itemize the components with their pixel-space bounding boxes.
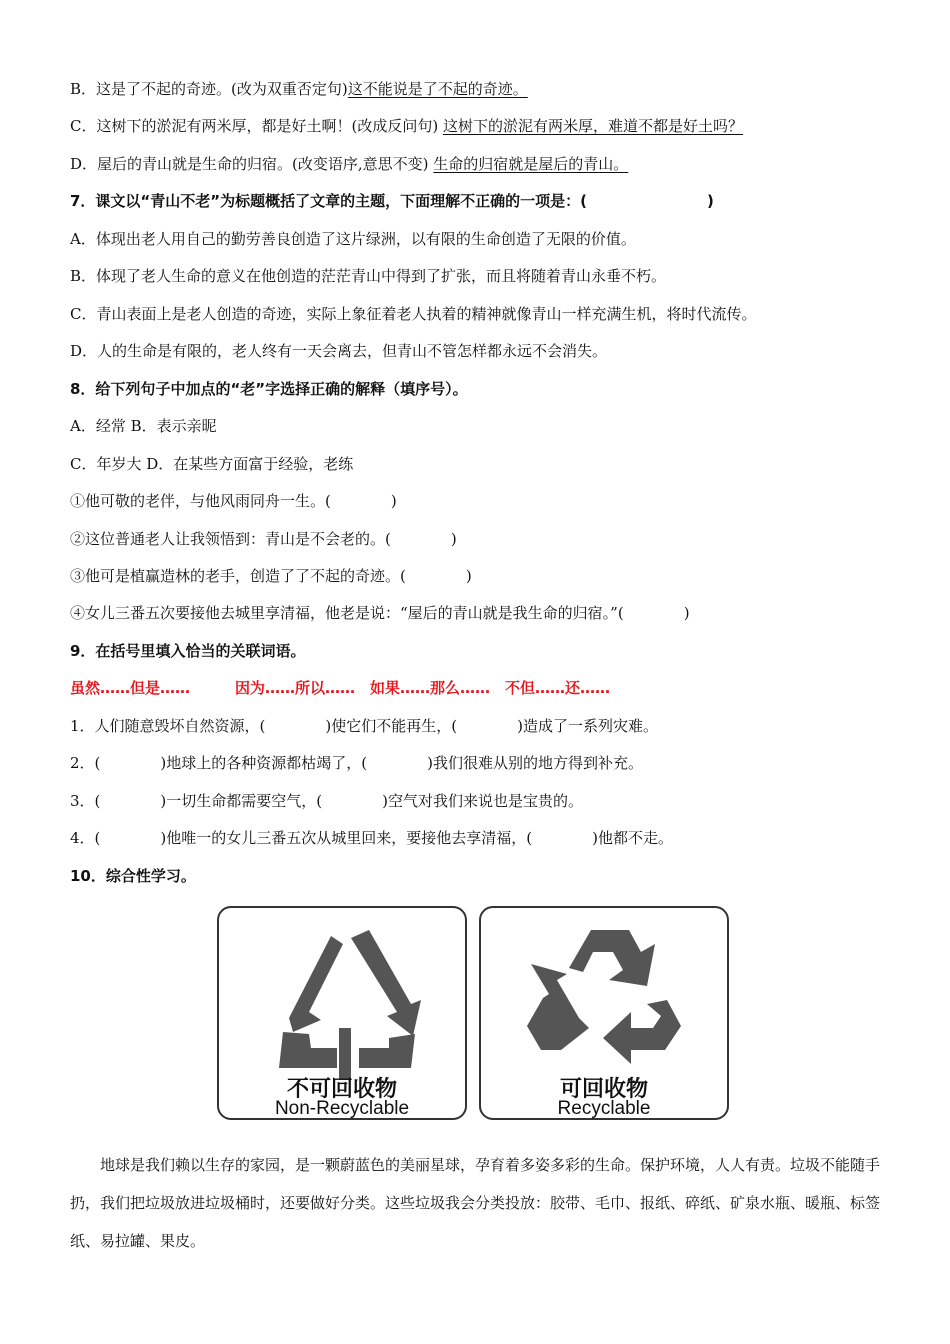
q6-d-text: D．屋后的青山就是生命的归宿。(改变语序,意思不变)	[70, 155, 434, 173]
non-recyclable-sign	[217, 906, 467, 1120]
q6-c-answer: 这树下的淤泥有两米厚，难道不都是好土吗？	[442, 117, 743, 135]
q9-word-bank: 虽然……但是…… 因为……所以…… 如果……那么…… 不但……还……	[70, 679, 611, 697]
q9-sentence-4: 4．( )他唯一的女儿三番五次从城里回来，要接他去享清福，( )他都不走。	[70, 829, 673, 847]
q6-option-d	[70, 154, 628, 174]
q6-b-answer: 这不能说是了不起的奇迹。	[347, 80, 528, 98]
q6-option-c	[70, 116, 743, 136]
non-recyclable-cn-label: 不可回收物	[286, 1077, 397, 1102]
q8-options-cd: C．年岁大 D．在某些方面富于经验，老练	[70, 455, 354, 473]
q9-sentence-1: 1．人们随意毁坏自然资源，( )使它们不能再生，( )造成了一系列灾难。	[70, 717, 658, 735]
recyclable-en-label: Recyclable	[557, 1098, 651, 1119]
recyclable-sign	[479, 906, 729, 1120]
q10-paragraph-text: 地球是我们赖以生存的家园，是一颗蔚蓝色的美丽星球，孕育着多姿多彩的生命。保护环境，人人有责。垃圾不能随手扔，我们把垃圾放进垃圾桶时，还要做好分类。这些垃圾我会分类投放：胶带、毛巾、报纸、碎纸、矿泉水瓶、暖瓶、标签纸、易拉罐、果皮。	[70, 1156, 881, 1250]
q7-option-a: A．体现出老人用自己的勤劳善良创造了这片绿洲，以有限的生命创造了无限的价值。	[70, 230, 636, 248]
q9-sentence-2: 2．( )地球上的各种资源都枯竭了，( )我们很难从别的地方得到补充。	[70, 754, 643, 772]
q6-option-b	[70, 79, 528, 99]
q7-option-d: D．人的生命是有限的，老人终有一天会离去，但青山不管怎样都永远不会消失。	[70, 342, 608, 360]
recyclable-cn-label: 可回收物	[559, 1077, 648, 1102]
q7-option-b: B．体现了老人生命的意义在他创造的茫茫青山中得到了扩张，而且将随着青山永垂不朽。	[70, 267, 667, 285]
q10-paragraph	[70, 1146, 888, 1260]
q8-sentence-3: ③他可是植赢造林的老手，创造了了不起的奇迹。( )	[70, 567, 472, 585]
q6-b-text: B．这是了不起的奇迹。(改为双重否定句)	[70, 80, 348, 98]
q10-title: 10．综合性学习。	[70, 867, 196, 885]
q8-sentence-1: ①他可敬的老伴，与他风雨同舟一生。( )	[70, 492, 397, 510]
q8-options-ab: A．经常 B．表示亲昵	[70, 417, 217, 435]
q9-sentence-3: 3．( )一切生命都需要空气，( )空气对我们来说也是宝贵的。	[70, 792, 583, 810]
q7-option-c: C．青山表面上是老人创造的奇迹，实际上象征着老人执着的精神就像青山一样充满生机，将时代流传。	[70, 305, 757, 323]
q6-d-answer: 生命的归宿就是屋后的青山。	[433, 155, 629, 173]
q8-sentence-4: ④女儿三番五次要接他去城里享清福，他老是说：“屋后的青山就是我生命的归宿。”( )	[70, 604, 690, 622]
q8-sentence-2: ②这位普通老人让我领悟到：青山是不会老的。( )	[70, 530, 457, 548]
q8-title: 8．给下列句子中加点的“老”字选择正确的解释（填序号）。	[70, 380, 468, 398]
q7-title: 7．课文以“青山不老”为标题概括了文章的主题，下面理解不正确的一项是：( )	[70, 192, 714, 210]
non-recyclable-en-label: Non-Recyclable	[274, 1098, 410, 1119]
q6-c-text: C．这树下的淤泥有两米厚，都是好土啊！(改成反问句)	[70, 117, 443, 135]
q9-title: 9．在括号里填入恰当的关联词语。	[70, 642, 306, 660]
